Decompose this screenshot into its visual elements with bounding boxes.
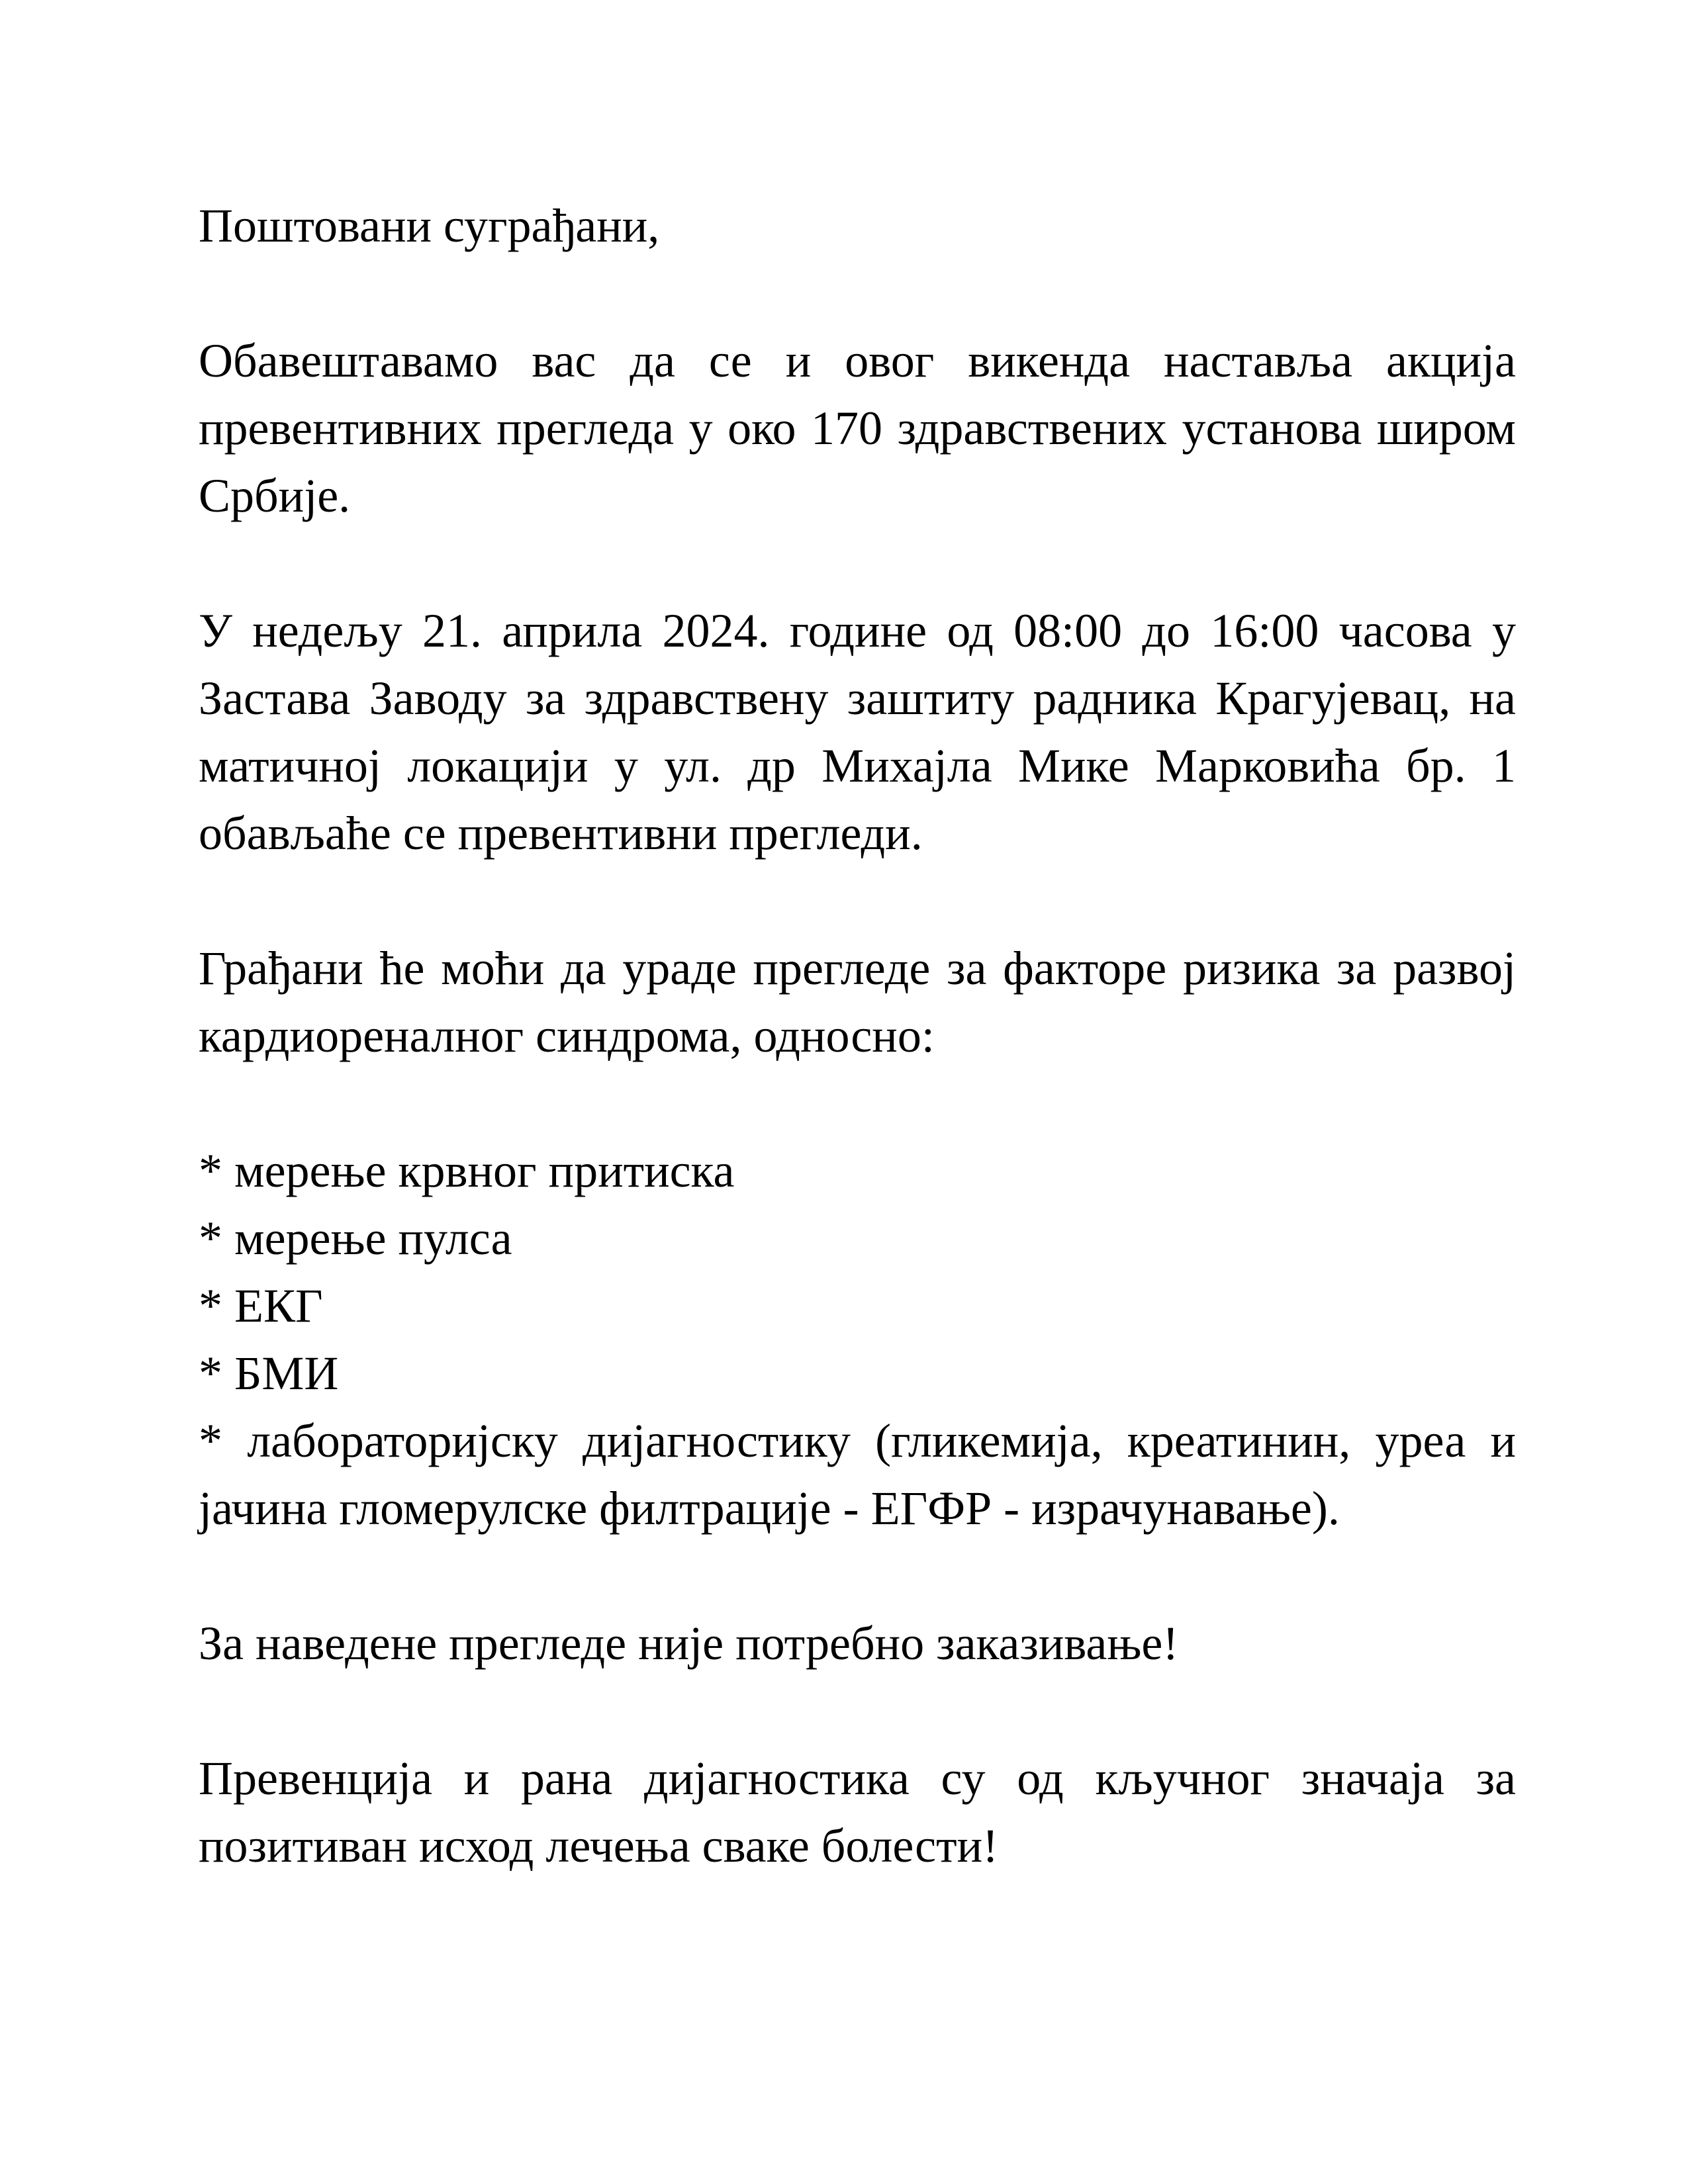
list-item: * лабораторијску дијагностику (гликемија, креатинин, уреа и јачина гломерулске филтрације - ЕГФР - израчунавање). [199,1414,1516,1535]
date-location-paragraph: У недељу 21. априла 2024. године од 08:00 до 16:00 часова у Застава Заводу за здравствену заштиту радника Крагујевац, на матичној локацији у ул. др Михајла Мике Марковића бр. 1 обављаће се превентивни прегледи. [199,604,1516,860]
list-item: * мерење пулса [199,1212,512,1265]
closing-paragraph: Превенција и рана дијагностика су од кључног значаја за позитиван исход лечења сваке болести! [199,1752,1516,1872]
list-item: * мерење крвног притиска [199,1144,735,1197]
document-page [199,192,1516,1880]
list-item: * ЕКГ [199,1279,323,1332]
intro-paragraph: Обавештавамо вас да се и овог викенда наставља акција превентивних прегледа у око 170 здравствених установа широм Србије. [199,334,1516,522]
list-item: * БМИ [199,1347,339,1400]
no-appointment-note: За наведене прегледе није потребно заказивање! [199,1617,1179,1670]
services-list [199,1137,1516,1542]
greeting: Поштовани суграђани, [199,199,660,252]
services-intro-paragraph: Грађани ће моћи да ураде прегледе за факторе ризика за развој кардиореналног синдрома, односно: [199,942,1516,1062]
